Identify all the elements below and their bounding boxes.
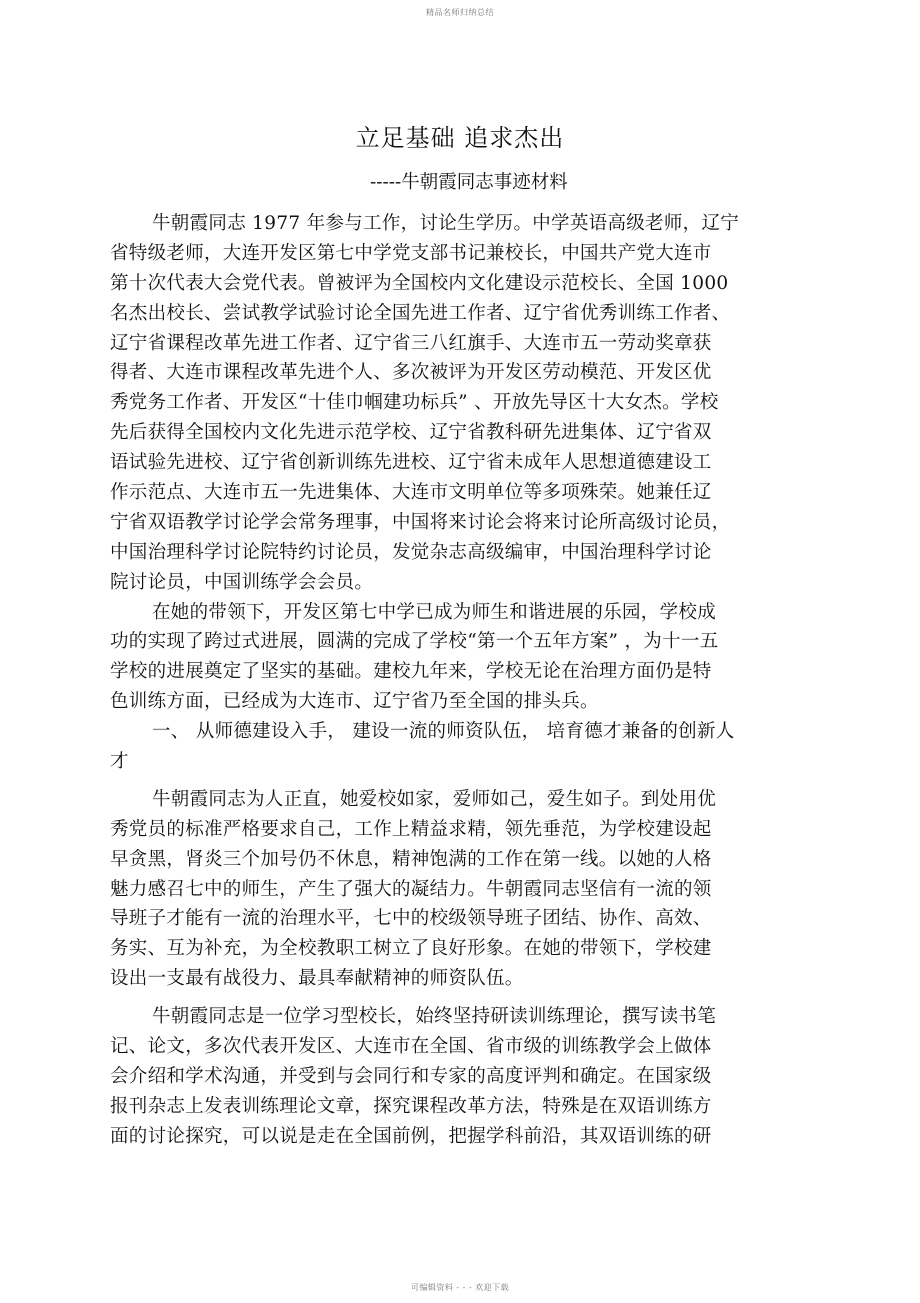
text-line: 省特级老师，大连开发区第七中学党支部书记兼校长，中国共产党大连市 [110,242,712,264]
text-line: 得者、大连市课程改革先进个人、多次被评为开发区劳动模范、开发区优 [110,362,712,384]
document-subtitle: -----牛朝霞同志事迹材料 [370,172,568,193]
text-line: 功的实现了跨过式进展，圆满的完成了学校“第一个五年方案” ，为十一五 [110,631,719,653]
text-line: 会介绍和学术沟通，并受到与会同行和专家的高度评判和确定。在国家级 [110,1065,712,1087]
text-line: 面的讨论探究，可以说是走在全国前例，把握学科前沿，其双语训练的研 [110,1125,712,1147]
text-line: 牛朝霞同志为人正直，她爱校如家，爱师如己，爱生如子。到处用优 [152,788,717,810]
text-line: 务实、互为补充，为全校教职工树立了良好形象。在她的带领下，学校建 [110,938,712,960]
section-heading-line: 才 [110,751,129,773]
document-body [110,209,830,1152]
text-line: 设出一支最有战役力、最具奉献精神的师资队伍。 [110,968,524,990]
text-line: 色训练方面，已经成为大连市、辽宁省乃至全国的排头兵。 [110,691,599,713]
paragraph-character [110,785,830,994]
document-title: 立足基础 追求杰出 [355,124,565,152]
text-line: 魅力感召七中的师生，产生了强大的凝结力。牛朝霞同志坚信有一流的领 [110,878,712,900]
text-line: 秀党员的标准严格要求自己，工作上精益求精，领先垂范，为学校建设起 [110,818,712,840]
section-heading-line: 一、 从师德建设入手， 建设一流的师资队伍， 培育德才兼备的创新人 [152,721,735,743]
paragraph-leadership [110,598,830,718]
text-line: 记、论文，多次代表开发区、大连市在全国、省市级的训练教学会上做体 [110,1036,712,1058]
paragraph-learning [110,1002,830,1151]
text-line: 牛朝霞同志是一位学习型校长，始终坚持研读训练理论，撰写读书笔 [152,1006,717,1028]
text-line: 语试验先进校、辽宁省创新训练先进校、辽宁省未成年人思想道德建设工 [110,452,712,474]
text-line: 院讨论员，中国训练学会会员。 [110,571,374,593]
paragraph-intro [110,209,830,598]
text-line: 在她的带领下，开发区第七中学已成为师生和谐进展的乐园，学校成 [152,601,717,623]
text-line: 报刊杂志上发表训练理论文章，探究课程改革方法，特殊是在双语训练方 [110,1095,712,1117]
text-line: 导班子才能有一流的治理水平，七中的校级领导班子团结、协作、高效、 [110,908,712,930]
text-line: 名杰出校长、尝试教学试验讨论全国先进工作者、辽宁省优秀训练工作者、 [110,302,731,324]
text-line: 第十次代表大会党代表。曾被评为全国校内文化建设示范校长、全国 1000 [110,272,729,294]
text-line: 宁省双语教学讨论学会常务理事，中国将来讨论会将来讨论所高级讨论员， [110,511,731,533]
text-line: 作示范点、大连市五一先进集体、大连市文明单位等多项殊荣。她兼任辽 [110,482,712,504]
header-watermark: 精品名师归纳总结 [426,8,494,17]
text-line: 学校的进展奠定了坚实的基础。建校九年来，学校无论在治理方面仍是特 [110,661,712,683]
text-line: 先后获得全国校内文化先进示范学校、辽宁省教科研先进集体、辽宁省双 [110,422,712,444]
text-line: 早贪黑，肾炎三个加号仍不休息，精神饱满的工作在第一线。以她的人格 [110,848,712,870]
footer-watermark: 可编辑资料 - - - 欢迎下载 [410,1283,510,1292]
text-line: 中国治理科学讨论院特约讨论员，发觉杂志高级编审，中国治理科学讨论 [110,541,712,563]
section-heading-1 [110,717,830,777]
text-line: 辽宁省课程改革先进工作者、辽宁省三八红旗手、大连市五一劳动奖章获 [110,332,712,354]
text-line: 牛朝霞同志 1977 年参与工作，讨论生学历。中学英语高级老师，辽宁 [152,213,740,234]
text-line: 秀党务工作者、开发区“十佳巾帼建功标兵” 、开放先导区十大女杰。学校 [110,392,719,414]
